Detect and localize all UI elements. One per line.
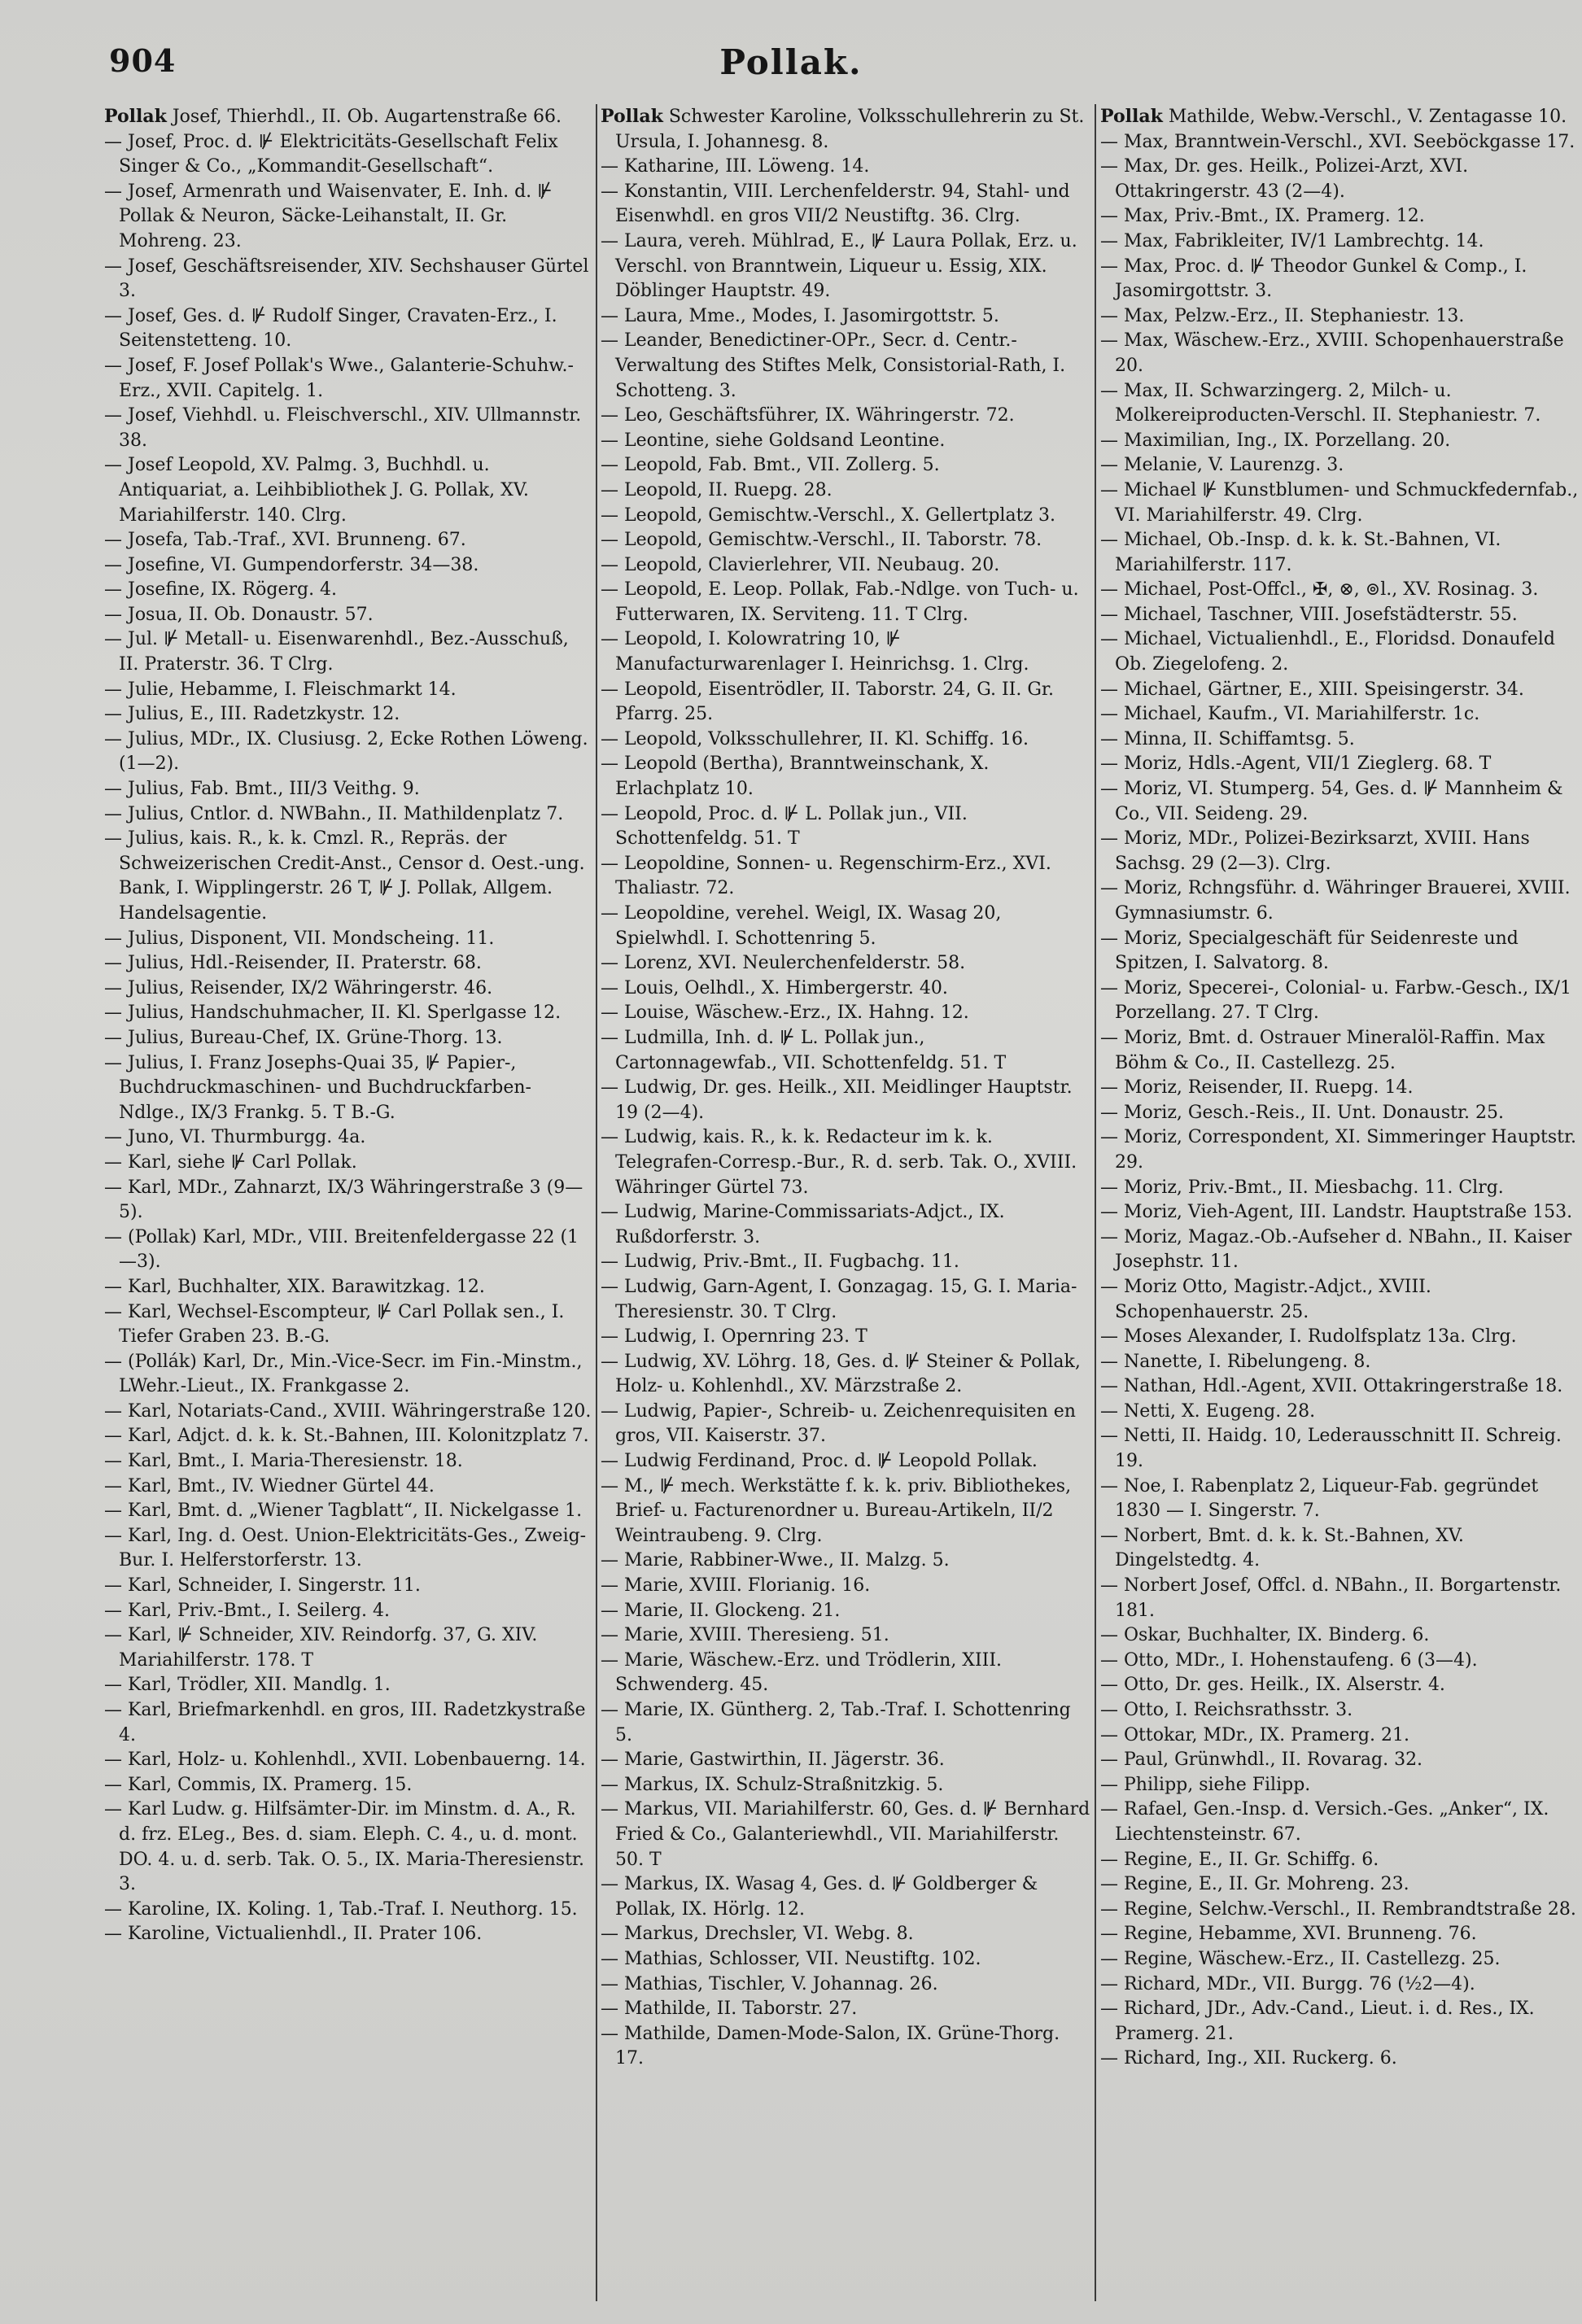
directory-entry: — Karl, Notariats-Cand., XVIII. Währingerstraße 120. xyxy=(104,1400,592,1422)
directory-entry: — Leopoldine, Sonnen- u. Regenschirm-Erz., XVI. Thaliastr. 72. xyxy=(601,853,1051,899)
directory-entry: — Karl, Wechsel-Escompteur, ⊮ Carl Pollak sen., I. Tiefer Graben 23. B.-G. xyxy=(104,1301,565,1348)
directory-entry: — Michael, Ob.-Insp. d. k. k. St.-Bahnen, VI. Mariahilferstr. 117. xyxy=(1100,530,1501,575)
directory-entry: — Julius, Cntlor. d. NWBahn., II. Mathildenplatz 7. xyxy=(104,803,564,824)
directory-entry: — Moriz, Rchngsführ. d. Währinger Brauerei, XVIII. Gymnasiumstr. 6. xyxy=(1100,878,1571,924)
directory-entry: — Richard, Ing., XII. Ruckerg. 6. xyxy=(1100,2048,1397,2069)
directory-entry: — Katharine, III. Löweng. 14. xyxy=(601,156,870,177)
directory-entry: — Leopold, E. Leop. Pollak, Fab.-Ndlge. von Tuch- u. Futterwaren, IX. Serviteng. 11. T Clrg. xyxy=(601,579,1079,625)
directory-entry: — Ludwig, Priv.-Bmt., II. Fugbachg. 11. xyxy=(601,1252,959,1273)
directory-entry: — Regine, E., II. Gr. Schiffg. 6. xyxy=(1100,1849,1379,1870)
directory-entry: — Laura, Mme., Modes, I. Jasomirgottstr. 5. xyxy=(601,305,999,326)
directory-entry: — Ludwig, Marine-Commissariats-Adjct., IX. Rußdorferstr. 3. xyxy=(601,1202,1005,1247)
directory-entry: — Max, Branntwein-Verschl., XVI. Seeböckgasse 17. xyxy=(1100,131,1575,152)
directory-entry: — Moriz, VI. Stumperg. 54, Ges. d. ⊮ Mannheim & Co., VII. Seideng. 29. xyxy=(1100,779,1563,824)
directory-entry: — Moriz, Specerei-, Colonial- u. Farbw.-Gesch., IX/1 Porzellang. 27. T Clrg. xyxy=(1100,977,1571,1024)
directory-entry: — Ludwig Ferdinand, Proc. d. ⊮ Leopold Pollak. xyxy=(601,1451,1038,1472)
directory-entry: — Julius, kais. R., k. k. Cmzl. R., Repräs. der Schweizerischen Credit-Anst., Censor d. Oest.-ung. Bank, I. Wipplingerstr. 26 T, ⊮ J. Pollak, Allgem. Handelsagentie. xyxy=(104,828,585,924)
directory-entry: — Richard, JDr., Adv.-Cand., Lieut. i. d. Res., IX. Pramerg. 21. xyxy=(1100,1999,1535,2044)
directory-entry: — Netti, X. Eugeng. 28. xyxy=(1100,1400,1316,1422)
directory-entry: — Michael, Victualienhdl., E., Floridsd. Donaufeld Ob. Ziegelofeng. 2. xyxy=(1100,629,1555,675)
directory-entry: — Josefine, IX. Rögerg. 4. xyxy=(104,579,338,601)
surname-heading: Pollak xyxy=(104,106,167,127)
directory-entry: — Julie, Hebamme, I. Fleischmarkt 14. xyxy=(104,679,457,700)
directory-entry: — Mathias, Schlosser, VII. Neustiftg. 102. xyxy=(601,1948,981,1969)
directory-entry: — Noe, I. Rabenplatz 2, Liqueur-Fab. gegründet 1830 — I. Singerstr. 7. xyxy=(1100,1475,1539,1522)
directory-entry: — Karoline, Victualienhdl., II. Prater 106. xyxy=(104,1924,483,1945)
directory-entry: — Moriz, Gesch.-Reis., II. Unt. Donaustr. 25. xyxy=(1100,1102,1505,1123)
directory-entry: — Leopold, Proc. d. ⊮ L. Pollak jun., VII. Schottenfeldg. 51. T xyxy=(601,803,968,850)
directory-entry: — Markus, VII. Mariahilferstr. 60, Ges. d. ⊮ Bernhard Fried & Co., Galanteriewhdl., VII. Mariahilferstr. 50. T xyxy=(601,1799,1090,1870)
directory-entry: — Leo, Geschäftsführer, IX. Währingerstr. 72. xyxy=(601,405,1015,426)
directory-entry: — Louise, Wäschew.-Erz., IX. Hahng. 12. xyxy=(601,1003,969,1024)
directory-entry: — (Pollák) Karl, Dr., Min.-Vice-Secr. im Fin.-Minstm., LWehr.-Lieut., IX. Frankgasse 2. xyxy=(104,1351,583,1397)
directory-entry: — Josua, II. Ob. Donaustr. 57. xyxy=(104,604,374,625)
directory-entry: — Leopold, Fab. Bmt., VII. Zollerg. 5. xyxy=(601,455,940,476)
directory-entry: — Otto, MDr., I. Hohenstaufeng. 6 (3—4). xyxy=(1100,1649,1478,1671)
directory-entry: — Julius, Reisender, IX/2 Währingerstr. 46. xyxy=(104,977,493,998)
directory-entry: — Karl, Holz- u. Kohlenhdl., XVII. Lobenbauerng. 14. xyxy=(104,1750,586,1771)
directory-entry: — Marie, Gastwirthin, II. Jägerstr. 36. xyxy=(601,1750,945,1771)
directory-entry: — Ottokar, MDr., IX. Pramerg. 21. xyxy=(1100,1724,1409,1745)
directory-entry: — Marie, II. Glockeng. 21. xyxy=(601,1600,841,1621)
directory-entry: — Louis, Oelhdl., X. Himbergerstr. 40. xyxy=(601,977,948,998)
directory-entry: — Karl, siehe ⊮ Carl Pollak. xyxy=(104,1151,357,1173)
directory-entry: — Markus, IX. Wasag 4, Ges. d. ⊮ Goldberger & Pollak, IX. Hörlg. 12. xyxy=(601,1874,1038,1920)
directory-entry: — Melanie, V. Laurenzg. 3. xyxy=(1100,455,1344,476)
directory-entry: — Josef, Proc. d. ⊮ Elektricitäts-Gesellschaft Felix Singer & Co., „Kommandit-Gesellschaft“. xyxy=(104,131,558,177)
directory-entry: — Norbert Josef, Offcl. d. NBahn., II. Borgartenstr. 181. xyxy=(1100,1575,1562,1621)
directory-entry: — Karl, Trödler, XII. Mandlg. 1. xyxy=(104,1675,391,1696)
directory-entry: Pollak Schwester Karoline, Volksschullehrerin zu St. Ursula, I. Johannesg. 8. xyxy=(601,106,1085,152)
directory-entry: — Regine, Wäschew.-Erz., II. Castellezg. 25. xyxy=(1100,1948,1501,1969)
directory-entry: — Julius, I. Franz Josephs-Quai 35, ⊮ Papier-, Buchdruckmaschinen- und Buchdruckfarben-Ndlge., IX/3 Frankg. 5. T B.-G. xyxy=(104,1052,531,1123)
directory-entry: — Leopold, Gemischtw.-Verschl., X. Gellertplatz 3. xyxy=(601,505,1056,526)
directory-entry: — Julius, Bureau-Chef, IX. Grüne-Thorg. 13. xyxy=(104,1027,503,1048)
directory-entry: — Julius, Disponent, VII. Mondscheing. 11. xyxy=(104,928,495,949)
directory-entry: — Marie, XVIII. Florianig. 16. xyxy=(601,1575,871,1597)
directory-entry: — Max, Fabrikleiter, IV/1 Lambrechtg. 14. xyxy=(1100,230,1484,251)
surname-heading: Pollak xyxy=(1100,106,1163,127)
directory-entry: — Moriz, Hdls.-Agent, VII/1 Zieglerg. 68. T xyxy=(1100,754,1492,775)
directory-entry: — Otto, Dr. ges. Heilk., IX. Alserstr. 4. xyxy=(1100,1675,1445,1696)
directory-entry: — Moriz, Correspondent, XI. Simmeringer Hauptstr. 29. xyxy=(1100,1127,1577,1173)
directory-entry: — Moriz, Priv.-Bmt., II. Miesbachg. 11. Clrg. xyxy=(1100,1177,1504,1198)
directory-entry: — Michael, Gärtner, E., XIII. Speisingerstr. 34. xyxy=(1100,679,1524,700)
directory-entry: — Ludwig, Papier-, Schreib- u. Zeichenrequisiten en gros, VII. Kaiserstr. 37. xyxy=(601,1400,1076,1447)
directory-entry: — Karl, Schneider, I. Singerstr. 11. xyxy=(104,1575,421,1597)
directory-entry: — Marie, XVIII. Theresieng. 51. xyxy=(601,1625,889,1646)
directory-entry: — Laura, vereh. Mühlrad, E., ⊮ Laura Pollak, Erz. u. Verschl. von Branntwein, Liqueur u. Essig, XIX. Döblinger Hauptstr. 49. xyxy=(601,230,1077,302)
directory-entry: — Regine, Hebamme, XVI. Brunneng. 76. xyxy=(1100,1924,1477,1945)
directory-entry: — Max, Pelzw.-Erz., II. Stephaniestr. 13. xyxy=(1100,305,1465,326)
columns xyxy=(104,104,1582,2301)
directory-entry: — Lorenz, XVI. Neulerchenfelderstr. 58. xyxy=(601,953,966,974)
directory-entry: — Karl, Bmt., IV. Wiedner Gürtel 44. xyxy=(104,1475,435,1496)
directory-entry: — Leander, Benedictiner-OPr., Secr. d. Centr.-Verwaltung des Stiftes Melk, Consistorial-Rath, I. Schotteng. 3. xyxy=(601,330,1066,401)
directory-entry: — Juno, VI. Thurmburgg. 4a. xyxy=(104,1127,366,1148)
directory-entry: — Michael ⊮ Kunstblumen- und Schmuckfedernfab., VI. Mariahilferstr. 49. Clrg. xyxy=(1100,479,1579,526)
page-number: 904 xyxy=(109,42,177,79)
directory-entry: — Moriz, Reisender, II. Ruepg. 14. xyxy=(1100,1077,1414,1099)
directory-entry: — Ludmilla, Inh. d. ⊮ L. Pollak jun., Cartonnagewfab., VII. Schottenfeldg. 51. T xyxy=(601,1027,1007,1073)
directory-entry: — Moses Alexander, I. Rudolfsplatz 13a. Clrg. xyxy=(1100,1326,1517,1348)
directory-entry: — Rafael, Gen.-Insp. d. Versich.-Ges. „Anker“, IX. Liechtensteinstr. 67. xyxy=(1100,1799,1549,1845)
directory-entry: — Leopoldine, verehel. Weigl, IX. Wasag 20, Spielwhdl. I. Schottenring 5. xyxy=(601,903,1002,949)
directory-entry: — Moriz, Bmt. d. Ostrauer Mineralöl-Raffin. Max Böhm & Co., II. Castellezg. 25. xyxy=(1100,1027,1545,1073)
directory-entry: — Marie, IX. Güntherg. 2, Tab.-Traf. I. Schottenring 5. xyxy=(601,1700,1071,1745)
directory-entry: — Jul. ⊮ Metall- u. Eisenwarenhdl., Bez.-Ausschuß, II. Praterstr. 36. T Clrg. xyxy=(104,629,569,675)
directory-entry: — Mathilde, II. Taborstr. 27. xyxy=(601,1999,858,2020)
directory-entry: — Minna, II. Schiffamtsg. 5. xyxy=(1100,728,1355,749)
directory-entry: — Konstantin, VIII. Lerchenfelderstr. 94, Stahl- und Eisenwhdl. en gros VII/2 Neustiftg. 36. Clrg. xyxy=(601,181,1070,227)
directory-entry: — Nathan, Hdl.-Agent, XVII. Ottakringerstraße 18. xyxy=(1100,1376,1563,1397)
directory-entry: — Mathilde, Damen-Mode-Salon, IX. Grüne-Thorg. 17. xyxy=(601,2023,1060,2069)
directory-entry: — Karl, Adjct. d. k. k. St.-Bahnen, III. Kolonitzplatz 7. xyxy=(104,1426,589,1447)
directory-entry: — Ludwig, I. Opernring 23. T xyxy=(601,1326,867,1348)
directory-entry: — Moriz, MDr., Polizei-Bezirksarzt, XVIII. Hans Sachsg. 29 (2—3). Clrg. xyxy=(1100,828,1530,874)
directory-entry: — Karl, Ing. d. Oest. Union-Elektricitäts-Ges., Zweig-Bur. I. Helferstorferstr. 13. xyxy=(104,1525,587,1571)
directory-entry: — Michael, Post-Offcl., ✠, ⊗, ⊚l., XV. Rosinag. 3. xyxy=(1100,579,1539,601)
directory-entry: — (Pollak) Karl, MDr., VIII. Breitenfeldergasse 22 (1—3). xyxy=(104,1226,579,1273)
column-1 xyxy=(104,104,592,2301)
directory-entry: — Leopold, I. Kolowratring 10, ⊮ Manufacturwarenlager I. Heinrichsg. 1. Clrg. xyxy=(601,629,1029,675)
directory-entry: — Richard, MDr., VII. Burgg. 76 (½2—4). xyxy=(1100,1973,1475,1994)
directory-entry: — Max, Priv.-Bmt., IX. Pramerg. 12. xyxy=(1100,206,1425,227)
directory-entry: — Leopold, Gemischtw.-Verschl., II. Taborstr. 78. xyxy=(601,530,1042,551)
directory-entry: — Josefa, Tab.-Traf., XVI. Brunneng. 67. xyxy=(104,530,466,551)
directory-entry: — Ludwig, XV. Löhrg. 18, Ges. d. ⊮ Steiner & Pollak, Holz- u. Kohlenhdl., XV. Märzstraße 2. xyxy=(601,1351,1081,1397)
directory-entry: — Karl Ludw. g. Hilfsämter-Dir. im Minstm. d. A., R. d. frz. ELeg., Bes. d. siam. Eleph. C. 4., u. d. mont. DO. 4. u. d. serb. Tak. O. 5., IX. Maria-Theresienstr. 3. xyxy=(104,1799,585,1895)
directory-entry: — Marie, Rabbiner-Wwe., II. Malzg. 5. xyxy=(601,1550,950,1571)
directory-entry: — Ludwig, Dr. ges. Heilk., XII. Meidlinger Hauptstr. 19 (2—4). xyxy=(601,1077,1073,1123)
directory-entry: — Mathias, Tischler, V. Johannag. 26. xyxy=(601,1973,938,1994)
directory-entry: — Ludwig, Garn-Agent, I. Gonzagag. 15, G. I. Maria-Theresienstr. 30. T Clrg. xyxy=(601,1276,1077,1322)
directory-entry: — Julius, Fab. Bmt., III/3 Veithg. 9. xyxy=(104,779,420,800)
directory-entry: — Josef, Geschäftsreisender, XIV. Sechshauser Gürtel 3. xyxy=(104,256,589,302)
directory-entry: — Max, Wäschew.-Erz., XVIII. Schopenhauerstraße 20. xyxy=(1100,330,1564,376)
directory-entry: — Julius, MDr., IX. Clusiusg. 2, Ecke Rothen Löweng. (1—2). xyxy=(104,728,588,775)
directory-entry: — Regine, E., II. Gr. Mohreng. 23. xyxy=(1100,1874,1409,1895)
directory-entry: Pollak Mathilde, Webw.-Verschl., V. Zentagasse 10. xyxy=(1100,106,1567,127)
directory-entry: — Max, Dr. ges. Heilk., Polizei-Arzt, XVI. Ottakringerstr. 43 (2—4). xyxy=(1100,156,1469,202)
directory-entry: — Karl, ⊮ Schneider, XIV. Reindorfg. 37, G. XIV. Mariahilferstr. 178. T xyxy=(104,1625,538,1671)
directory-entry: — Karl, Bmt., I. Maria-Theresienstr. 18. xyxy=(104,1451,463,1472)
directory-entry: — Josef, Armenrath und Waisenvater, E. Inh. d. ⊮ Pollak & Neuron, Säcke-Leihanstalt, II. Gr. Mohreng. 23. xyxy=(104,181,553,251)
directory-entry: — Philipp, siehe Filipp. xyxy=(1100,1774,1311,1795)
directory-entry: — Josef, Ges. d. ⊮ Rudolf Singer, Cravaten-Erz., I. Seitenstetteng. 10. xyxy=(104,305,557,352)
page-header xyxy=(0,42,1582,99)
directory-entry: Pollak Josef, Thierhdl., II. Ob. Augartenstraße 66. xyxy=(104,106,562,127)
directory-entry: — Moriz Otto, Magistr.-Adjct., XVIII. Schopenhauerstr. 25. xyxy=(1100,1276,1431,1322)
directory-entry: — Marie, Wäschew.-Erz. und Trödlerin, XIII. Schwenderg. 45. xyxy=(601,1649,1003,1696)
directory-entry: — Karl, Buchhalter, XIX. Barawitzkag. 12. xyxy=(104,1276,485,1297)
directory-entry: — Josef Leopold, XV. Palmg. 3, Buchhdl. u. Antiquariat, a. Leihbibliothek J. G. Pollak, XV. Mariahilferstr. 140. Clrg. xyxy=(104,455,529,526)
directory-entry: — Ludwig, kais. R., k. k. Redacteur im k. k. Telegrafen-Corresp.-Bur., R. d. serb. Tak. O., XVIII. Währinger Gürtel 73. xyxy=(601,1127,1077,1198)
directory-entry: — Netti, II. Haidg. 10, Lederausschnitt II. Schreig. 19. xyxy=(1100,1426,1562,1472)
column-2 xyxy=(601,104,1092,2301)
directory-entry: — Julius, Handschuhmacher, II. Kl. Sperlgasse 12. xyxy=(104,1003,562,1024)
directory-entry: — Max, II. Schwarzingerg. 2, Milch- u. Molkereiproducten-Verschl. II. Stephaniestr. 7. xyxy=(1100,380,1541,426)
directory-entry: — Julius, Hdl.-Reisender, II. Praterstr. 68. xyxy=(104,953,482,974)
directory-entry: — Leopold, II. Ruepg. 28. xyxy=(601,479,833,500)
directory-entry: — Otto, I. Reichsrathsstr. 3. xyxy=(1100,1700,1353,1720)
directory-entry: — Leontine, siehe Goldsand Leontine. xyxy=(601,430,946,451)
directory-entry: — Michael, Kaufm., VI. Mariahilferstr. 1c. xyxy=(1100,704,1480,725)
directory-entry: — Josef, Viehhdl. u. Fleischverschl., XIV. Ullmannstr. 38. xyxy=(104,405,582,451)
directory-entry: — Josefine, VI. Gumpendorferstr. 34—38. xyxy=(104,554,479,575)
directory-entry: — Moriz, Specialgeschäft für Seidenreste und Spitzen, I. Salvatorg. 8. xyxy=(1100,928,1519,974)
directory-entry: — Karl, Bmt. d. „Wiener Tagblatt“, II. Nickelgasse 1. xyxy=(104,1501,583,1522)
directory-entry: — Michael, Taschner, VIII. Josefstädterstr. 55. xyxy=(1100,604,1518,625)
directory-entry: — M., ⊮ mech. Werkstätte f. k. k. priv. Bibliothekes, Brief- u. Facturenordner u. Bureau-Artikeln, II/2 Weintraubeng. 9. Clrg. xyxy=(601,1475,1072,1546)
directory-entry: — Nanette, I. Ribelungeng. 8. xyxy=(1100,1351,1371,1372)
directory-entry: — Markus, IX. Schulz-Straßnitzkig. 5. xyxy=(601,1774,944,1795)
column-3 xyxy=(1100,104,1582,2301)
directory-entry: — Karl, Briefmarkenhdl. en gros, III. Radetzkystraße 4. xyxy=(104,1700,586,1745)
directory-entry: — Karl, MDr., Zahnarzt, IX/3 Währingerstraße 3 (9—5). xyxy=(104,1177,583,1223)
directory-entry: — Leopold, Clavierlehrer, VII. Neubaug. 20. xyxy=(601,554,1000,575)
directory-entry: — Karl, Commis, IX. Pramerg. 15. xyxy=(104,1774,413,1795)
directory-entry: — Leopold, Volksschullehrer, II. Kl. Schiffg. 16. xyxy=(601,728,1029,749)
directory-entry: — Paul, Grünwhdl., II. Rovarag. 32. xyxy=(1100,1750,1423,1771)
directory-entry: — Maximilian, Ing., IX. Porzellang. 20. xyxy=(1100,430,1451,451)
directory-entry: — Josef, F. Josef Pollak's Wwe., Galanterie-Schuhw.-Erz., XVII. Capitelg. 1. xyxy=(104,355,574,401)
directory-entry: — Moriz, Magaz.-Ob.-Aufseher d. NBahn., II. Kaiser Josephstr. 11. xyxy=(1100,1226,1572,1273)
directory-entry: — Markus, Drechsler, VI. Webg. 8. xyxy=(601,1924,914,1945)
directory-entry: — Moriz, Vieh-Agent, III. Landstr. Hauptstraße 153. xyxy=(1100,1202,1573,1223)
directory-entry: — Max, Proc. d. ⊮ Theodor Gunkel & Comp., I. Jasomirgottstr. 3. xyxy=(1100,256,1527,302)
directory-entry: — Karoline, IX. Koling. 1, Tab.-Traf. I. Neuthorg. 15. xyxy=(104,1898,578,1920)
directory-entry: — Regine, Selchw.-Verschl., II. Rembrandtstraße 28. xyxy=(1100,1898,1576,1920)
directory-entry: — Karl, Priv.-Bmt., I. Seilerg. 4. xyxy=(104,1600,390,1621)
directory-entry: — Julius, E., III. Radetzkystr. 12. xyxy=(104,704,400,725)
running-head: Pollak. xyxy=(719,42,863,82)
directory-entry: — Leopold, Eisentrödler, II. Taborstr. 24, G. II. Gr. Pfarrg. 25. xyxy=(601,679,1055,725)
directory-entry: — Norbert, Bmt. d. k. k. St.-Bahnen, XV. Dingelstedtg. 4. xyxy=(1100,1525,1464,1571)
directory-entry: — Leopold (Bertha), Branntweinschank, X. Erlachplatz 10. xyxy=(601,754,990,800)
directory-entry: — Oskar, Buchhalter, IX. Binderg. 6. xyxy=(1100,1625,1430,1646)
surname-heading: Pollak xyxy=(601,106,663,127)
